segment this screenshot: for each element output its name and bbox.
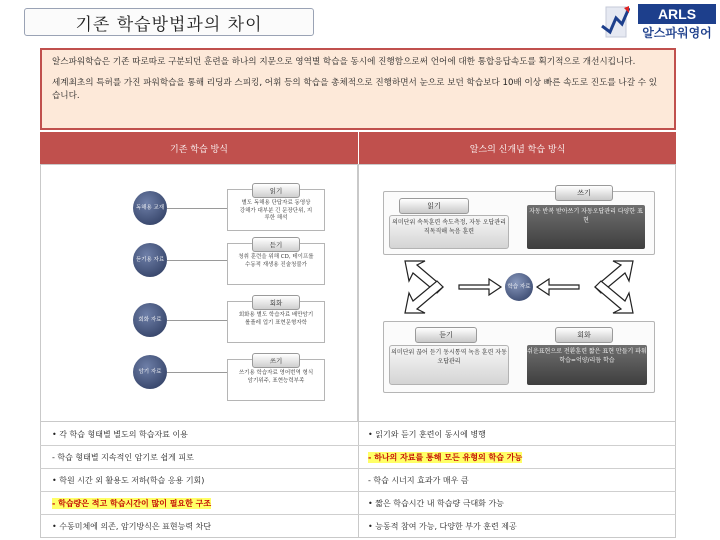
arrow-icon [405,281,443,313]
comparison-left-cell [52,424,352,444]
row-divider [40,514,676,515]
left-listening-box [227,243,325,285]
page-title: 기존 학습방법과의 차이 [24,8,314,36]
comparison-left-text: • 수동미체에 의존, 암기방식은 표현능력 차단 [52,521,212,531]
left-writing-box [227,359,325,401]
comparison-right-cell [368,447,668,467]
connector-line [167,372,227,373]
comparison-right-text: • 능동적 참여 가능, 다양한 부가 훈련 제공 [368,521,517,531]
comparison-right-text: - 학습 시너지 효과가 매우 큼 [368,475,469,485]
comparison-right-cell [368,470,668,490]
comparison-left-text: - 학습량은 적고 학습시간이 많이 필요한 구조 [52,498,212,508]
speaking-material-circle: 회화 자료 [133,303,167,337]
left-column-header: 기존 학습 방식 [40,132,358,164]
right-listening-title: 듣기 [415,327,477,343]
left-listening-title: 듣기 [252,237,300,252]
intro-paragraph-2: 세계최초의 특허를 가진 파워학습을 통해 리딩과 스피킹, 어휘 등의 학습을 총체적으로 진행하면서 눈으로 보던 학습보다 10배 이상 빠른 속도로 진도를 나갈 수 있습니다. [52,78,658,101]
connector-line [167,320,227,321]
comparison-left-text: - 학습 형태별 지속적인 암기로 쉽게 피로 [52,452,194,462]
connector-line [167,208,227,209]
listening-material-circle: 듣기용 자료 [133,243,167,277]
connector-line [167,260,227,261]
left-listening-text: 청취 훈련을 위해 CD, 테이프를 수동적 재생용 진술청불가 [238,254,314,268]
row-divider [40,468,676,469]
arrow-icon [595,281,633,313]
reading-material-circle: 독해용 교재 [133,191,167,225]
logo-brand: ARLS [638,4,716,24]
comparison-right-text: • 읽기와 듣기 훈련이 동시에 병행 [368,429,486,439]
comparison-right-cell [368,493,668,513]
right-speaking-text: 쉬운표현으로 전환훈련 짧은 표현 만들기 파워학습=억양/리듬 학습 [527,345,647,385]
comparison-left-cell [52,516,352,536]
right-speaking-title: 회화 [555,327,613,343]
comparison-left-text: • 각 학습 형태별 별도의 학습자료 이용 [52,429,188,439]
intro-box [40,48,676,130]
row-divider [40,445,676,446]
row-divider [40,491,676,492]
left-reading-text: 별도 독해용 단답자료 동영상 강해가 대부분 긴 문장단위, 지루한 해석 [239,200,313,221]
comparison-left-cell [52,493,352,513]
left-writing-title: 쓰기 [252,353,300,368]
comparison-left-text: • 학원 시간 외 활용도 저하(학습 응용 기회) [52,475,205,485]
arrow-icon [459,279,501,295]
left-speaking-box [227,301,325,343]
left-diagram [40,164,358,422]
comparison-right-text: - 하나의 자료를 통해 모든 유형의 학습 가능 [368,452,523,462]
right-diagram [358,164,676,422]
intro-paragraph-1: 알스파워학습은 기존 따로따로 구분되던 훈련을 하나의 지문으로 영역별 학습을 동시에 진행함으로써 언어에 대한 통합응답속도를 획기적으로 개선시킵니다. [52,57,636,67]
comparison-right-text: • 짧은 학습시간 내 학습량 극대화 가능 [368,498,504,508]
logo-mark-icon [600,4,630,40]
right-writing-text: 자동 반복 받아쓰기 자동오답관리 다양한 표현 [527,205,645,249]
left-writing-text: 쓰기용 학습자료 영어번역 형식 암기위주, 표현능력부족 [238,370,314,384]
arrow-icon [537,279,579,295]
comparison-left-cell [52,470,352,490]
comparison-right-cell [368,424,668,444]
column-divider [358,422,359,538]
left-reading-box [227,189,325,231]
right-writing-title: 쓰기 [555,185,613,201]
logo-subtitle: 알스파워영어 [642,26,712,40]
comparison-left-cell [52,447,352,467]
learning-material-hub: 학습 자료 [505,273,533,301]
comparison-right-cell [368,516,668,536]
left-speaking-title: 회화 [252,295,300,310]
memorize-material-circle: 암기 자료 [133,355,167,389]
right-reading-text: 의미단위 속독훈련 속도측정, 자동 오답관리 직독직해 녹음 훈련 [389,215,509,249]
right-reading-title: 읽기 [399,198,469,214]
left-reading-title: 읽기 [252,183,300,198]
right-column-header: 알스의 신개념 학습 방식 [358,132,676,164]
arls-logo [600,2,716,42]
left-speaking-text: 회화용 별도 학습자료 배만암기 롤플레 업기 표현문형자학 [238,312,314,326]
right-listening-text: 의미단위 끊어 듣기 동시통역 녹음 훈련 자동 오답관리 [389,345,509,385]
